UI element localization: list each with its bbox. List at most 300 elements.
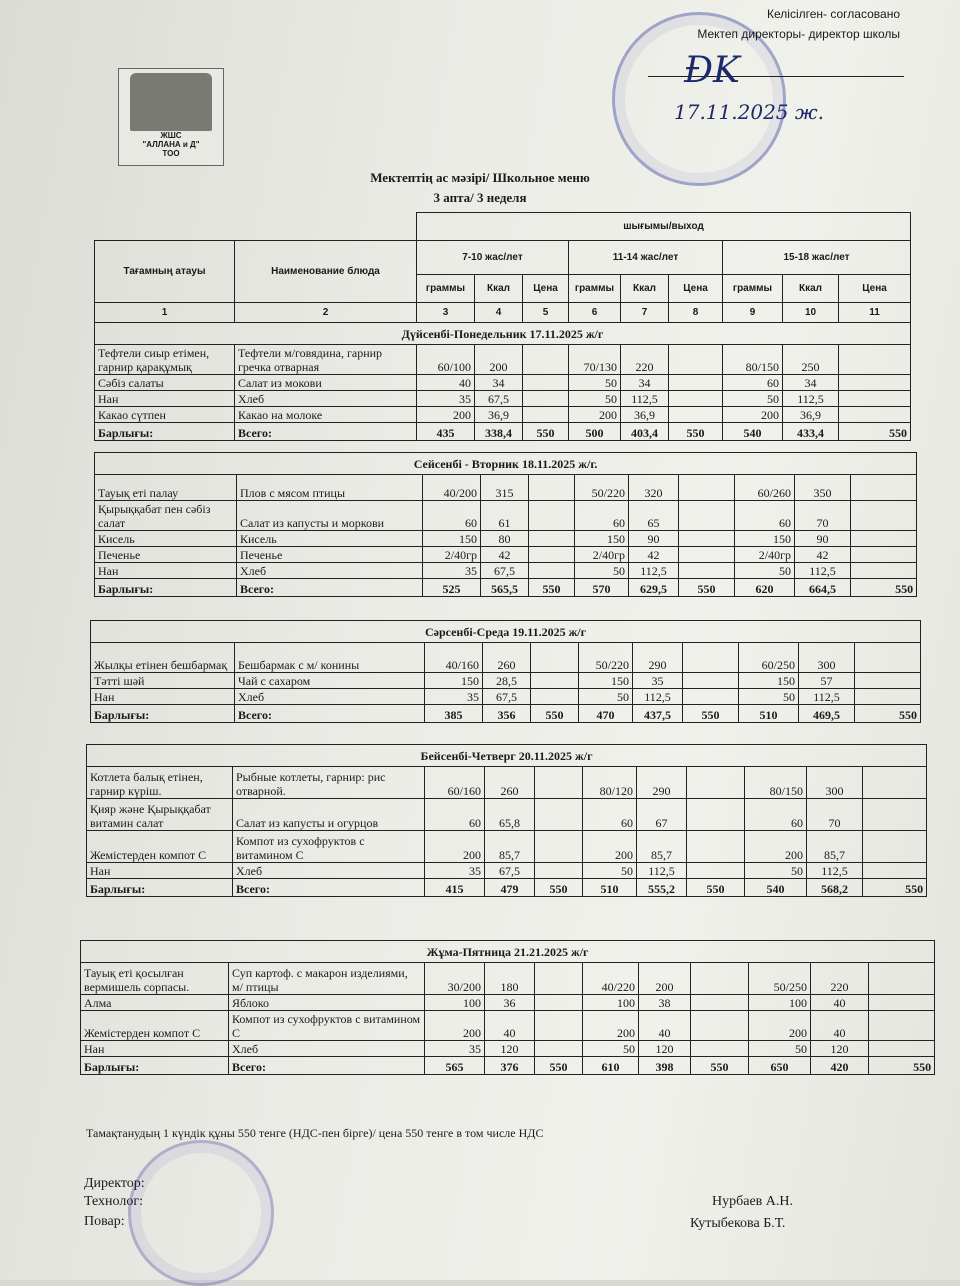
dish-name-kz: Тефтели сиыр етімен, гарнир қарақұмық [95, 345, 235, 375]
total-value: 570 [575, 579, 629, 597]
dish-name-ru: Какао на молоке [235, 407, 417, 423]
dish-row [91, 673, 921, 689]
dish-value: 50/220 [575, 475, 629, 501]
output-header: шығымы/выход [417, 213, 911, 241]
total-value: 525 [423, 579, 481, 597]
dish-value: 200 [639, 963, 691, 995]
dish-value: 60/100 [417, 345, 475, 375]
dish-value: 50 [735, 563, 795, 579]
col-number: 5 [523, 303, 569, 323]
dish-name-kz: Нан [81, 1041, 229, 1057]
dish-value: 40/160 [425, 643, 483, 673]
total-value: 550 [529, 579, 575, 597]
day-title: Жұма-Пятница 21.21.2025 ж/г [81, 941, 935, 963]
dish-value: 112,5 [629, 563, 679, 579]
dish-name-kz: Нан [87, 863, 233, 879]
dish-value: 112,5 [799, 689, 855, 705]
total-label: Барлығы: [87, 879, 233, 897]
dish-value: 40 [811, 1011, 869, 1041]
dish-value: 60 [583, 799, 637, 831]
menu-table-wednesday [90, 620, 921, 723]
dish-value [855, 673, 921, 689]
menu-table-monday [94, 212, 911, 441]
dish-value: 50/220 [579, 643, 633, 673]
dish-value [687, 831, 745, 863]
dish-value [535, 1011, 583, 1041]
dish-row [91, 689, 921, 705]
dish-value [535, 831, 583, 863]
dish-value [529, 563, 575, 579]
dish-value: 35 [425, 1041, 485, 1057]
dish-value: 34 [621, 375, 669, 391]
dish-value: 35 [425, 689, 483, 705]
total-row [87, 879, 927, 897]
dish-name-kz: Нан [91, 689, 235, 705]
dish-value [851, 563, 917, 579]
dish-name-kz: Котлета балық етінен, гарнир күріш. [87, 767, 233, 799]
total-value: 470 [579, 705, 633, 723]
menu-table-friday [80, 940, 935, 1075]
total-value: 565,5 [481, 579, 529, 597]
total-value: 338,4 [475, 423, 523, 441]
dish-name-ru: Хлеб [237, 563, 423, 579]
total-row [95, 423, 911, 441]
total-label: Барлығы: [91, 705, 235, 723]
total-value: 550 [839, 423, 911, 441]
dish-value [851, 501, 917, 531]
dish-value [535, 799, 583, 831]
col-header-ru: Наименование блюда [235, 241, 417, 303]
dish-row [95, 345, 911, 375]
total-value: 550 [679, 579, 735, 597]
dish-row [81, 963, 935, 995]
dish-value: 200 [583, 831, 637, 863]
dish-value: 30/200 [425, 963, 485, 995]
dish-value: 85,7 [637, 831, 687, 863]
dish-value: 50 [749, 1041, 811, 1057]
kcal-header: Ккал [621, 275, 669, 303]
dish-row [87, 767, 927, 799]
dish-name-kz: Нан [95, 563, 237, 579]
total-value: 433,4 [783, 423, 839, 441]
dish-name-ru: Хлеб [229, 1041, 425, 1057]
dish-value: 67,5 [475, 391, 523, 407]
dish-value: 60 [575, 501, 629, 531]
approval-director: Мектеп директоры- директор школы [697, 27, 900, 41]
dish-value: 150 [423, 531, 481, 547]
dish-row [95, 475, 917, 501]
dish-value: 70 [807, 799, 863, 831]
grams-header: граммы [569, 275, 621, 303]
total-label: Всего: [229, 1057, 425, 1075]
total-value: 550 [535, 1057, 583, 1075]
total-row [91, 705, 921, 723]
dish-value: 57 [799, 673, 855, 689]
company-stamp [128, 1140, 274, 1286]
dish-name-ru: Чай с сахаром [235, 673, 425, 689]
col-number: 7 [621, 303, 669, 323]
dish-row [95, 407, 911, 423]
dish-value [669, 375, 723, 391]
grams-header: граммы [417, 275, 475, 303]
total-value: 550 [535, 879, 583, 897]
dish-value: 35 [417, 391, 475, 407]
dish-value [531, 689, 579, 705]
dish-value [535, 995, 583, 1011]
logo-line-2: "АЛЛАНА и Д" [142, 140, 200, 149]
age-group-11-14: 11-14 жас/лет [569, 241, 723, 275]
col-header-kz: Тағамның атауы [95, 241, 235, 303]
dish-row [81, 995, 935, 1011]
total-value: 550 [531, 705, 579, 723]
dish-value: 100 [749, 995, 811, 1011]
dish-name-kz: Тауық еті палау [95, 475, 237, 501]
dish-row [81, 1041, 935, 1057]
dish-name-ru: Хлеб [235, 391, 417, 407]
total-value: 550 [691, 1057, 749, 1075]
dish-value: 38 [639, 995, 691, 1011]
col-number: 8 [669, 303, 723, 323]
director-signature: ƉK [684, 50, 740, 91]
col-number: 9 [723, 303, 783, 323]
dish-value: 60/160 [425, 767, 485, 799]
dish-value: 112,5 [795, 563, 851, 579]
total-label: Всего: [237, 579, 423, 597]
dish-value: 112,5 [783, 391, 839, 407]
dish-name-kz: Жылқы етінен бешбармақ [91, 643, 235, 673]
dish-name-ru: Кисель [237, 531, 423, 547]
dish-value [839, 375, 911, 391]
dish-value: 220 [811, 963, 869, 995]
company-logo [118, 68, 224, 166]
kcal-header: Ккал [783, 275, 839, 303]
price-header: Цена [669, 275, 723, 303]
dish-value [529, 547, 575, 563]
dish-name-kz: Қияр және Қырыққабат витамин салат [87, 799, 233, 831]
dish-name-ru: Хлеб [235, 689, 425, 705]
dish-value: 200 [425, 831, 485, 863]
dish-value [839, 345, 911, 375]
grams-header: граммы [723, 275, 783, 303]
dish-value: 150 [735, 531, 795, 547]
dish-value: 90 [629, 531, 679, 547]
dish-value: 350 [795, 475, 851, 501]
dish-row [95, 375, 911, 391]
total-value: 565 [425, 1057, 485, 1075]
dish-value [839, 407, 911, 423]
dish-value: 70/130 [569, 345, 621, 375]
dish-value [535, 863, 583, 879]
dish-value [535, 767, 583, 799]
total-value: 664,5 [795, 579, 851, 597]
total-row [95, 579, 917, 597]
dish-name-ru: Плов с мясом птицы [237, 475, 423, 501]
total-value: 500 [569, 423, 621, 441]
dish-value: 112,5 [807, 863, 863, 879]
menu-subtitle: 3 апта/ 3 неделя [433, 190, 527, 205]
dish-value [529, 475, 575, 501]
day-title: Дүйсенбі-Понедельник 17.11.2025 ж/г [95, 323, 911, 345]
dish-value [691, 995, 749, 1011]
dish-value: 315 [481, 475, 529, 501]
dish-value [669, 407, 723, 423]
total-value: 629,5 [629, 579, 679, 597]
total-value: 540 [745, 879, 807, 897]
total-value: 435 [417, 423, 475, 441]
dish-value: 112,5 [621, 391, 669, 407]
dish-row [91, 643, 921, 673]
dish-value: 28,5 [483, 673, 531, 689]
dish-name-ru: Компот из сухофруктов с витамином С [229, 1011, 425, 1041]
dish-value [855, 689, 921, 705]
total-value: 550 [687, 879, 745, 897]
total-value: 420 [811, 1057, 869, 1075]
logo-image [130, 73, 212, 131]
total-value: 479 [485, 879, 535, 897]
dish-value [523, 345, 569, 375]
dish-value: 80/150 [745, 767, 807, 799]
dish-row [95, 531, 917, 547]
dish-value: 180 [485, 963, 535, 995]
dish-value: 60/250 [739, 643, 799, 673]
dish-name-ru: Тефтели м/говядина, гарнир гречка отварная [235, 345, 417, 375]
dish-value: 50 [583, 1041, 639, 1057]
dish-value: 50 [569, 375, 621, 391]
kcal-header: Ккал [475, 275, 523, 303]
total-value: 437,5 [633, 705, 683, 723]
dish-value [523, 407, 569, 423]
dish-value [863, 863, 927, 879]
dish-value: 260 [485, 767, 535, 799]
dish-name-ru: Бешбармак с м/ конины [235, 643, 425, 673]
dish-value [679, 547, 735, 563]
dish-value: 260 [483, 643, 531, 673]
dish-value: 36 [485, 995, 535, 1011]
dish-value: 150 [579, 673, 633, 689]
dish-value: 250 [783, 345, 839, 375]
dish-value [855, 643, 921, 673]
total-value: 403,4 [621, 423, 669, 441]
dish-value: 34 [475, 375, 523, 391]
dish-value [529, 531, 575, 547]
dish-value [687, 799, 745, 831]
price-header: Цена [523, 275, 569, 303]
dish-value [679, 531, 735, 547]
dish-value [863, 767, 927, 799]
dish-row [87, 831, 927, 863]
dish-value: 60 [723, 375, 783, 391]
day-title: Сейсенбі - Вторник 18.11.2025 ж/г. [95, 453, 917, 475]
dish-value: 60 [425, 799, 485, 831]
dish-name-ru: Хлеб [233, 863, 425, 879]
dish-value: 42 [795, 547, 851, 563]
dish-value: 320 [629, 475, 679, 501]
dish-value: 42 [629, 547, 679, 563]
dish-name-kz: Кисель [95, 531, 237, 547]
dish-value: 2/40гр [735, 547, 795, 563]
dish-value: 120 [639, 1041, 691, 1057]
dish-value: 200 [475, 345, 523, 375]
dish-value: 290 [637, 767, 687, 799]
total-label: Барлығы: [95, 579, 237, 597]
total-value: 540 [723, 423, 783, 441]
age-group-7-10: 7-10 жас/лет [417, 241, 569, 275]
dish-value: 200 [425, 1011, 485, 1041]
approval-date: 17.11.2025 ж. [674, 100, 824, 124]
dish-value: 40 [417, 375, 475, 391]
dish-value [683, 643, 739, 673]
dish-value: 50 [575, 563, 629, 579]
dish-value: 120 [485, 1041, 535, 1057]
dish-value: 42 [481, 547, 529, 563]
dish-value: 67 [637, 799, 687, 831]
total-row [81, 1057, 935, 1075]
dish-value [683, 689, 739, 705]
dish-value: 150 [575, 531, 629, 547]
dish-value: 100 [583, 995, 639, 1011]
dish-value: 70 [795, 501, 851, 531]
dish-value: 300 [799, 643, 855, 673]
dish-name-ru: Рыбные котлеты, гарнир: рис отварной. [233, 767, 425, 799]
dish-name-kz: Сәбіз салаты [95, 375, 235, 391]
total-value: 550 [683, 705, 739, 723]
col-number: 2 [235, 303, 417, 323]
total-value: 550 [851, 579, 917, 597]
dish-value: 200 [745, 831, 807, 863]
dish-value [851, 475, 917, 501]
dish-value: 35 [633, 673, 683, 689]
dish-name-kz: Какао сүтпен [95, 407, 235, 423]
dish-value: 100 [425, 995, 485, 1011]
cook-label: Повар: [84, 1214, 125, 1229]
dish-value: 60 [745, 799, 807, 831]
dish-value: 112,5 [633, 689, 683, 705]
dish-value: 80 [481, 531, 529, 547]
day-title: Сәрсенбі-Среда 19.11.2025 ж/г [91, 621, 921, 643]
col-number: 6 [569, 303, 621, 323]
dish-value [869, 995, 935, 1011]
menu-title: Мектептің ас мәзірі/ Школьное меню [370, 170, 590, 185]
dish-value: 34 [783, 375, 839, 391]
dish-value: 290 [633, 643, 683, 673]
dish-row [87, 863, 927, 879]
dish-value [691, 963, 749, 995]
dish-value [869, 1041, 935, 1057]
dish-value [869, 1011, 935, 1041]
dish-name-kz: Нан [95, 391, 235, 407]
total-value: 568,2 [807, 879, 863, 897]
dish-value: 2/40гр [423, 547, 481, 563]
dish-name-kz: Алма [81, 995, 229, 1011]
dish-value: 112,5 [637, 863, 687, 879]
dish-value [535, 963, 583, 995]
dish-value: 67,5 [485, 863, 535, 879]
dish-value [531, 673, 579, 689]
col-number: 1 [95, 303, 235, 323]
logo-line-3: ТОО [162, 149, 180, 158]
dish-value: 40 [485, 1011, 535, 1041]
director-label: Директор: [84, 1176, 145, 1191]
total-value: 469,5 [799, 705, 855, 723]
dish-row [95, 501, 917, 531]
total-value: 385 [425, 705, 483, 723]
dish-value [691, 1041, 749, 1057]
dish-value [863, 799, 927, 831]
dish-value: 40 [639, 1011, 691, 1041]
dish-value: 200 [583, 1011, 639, 1041]
dish-value [863, 831, 927, 863]
dish-value [687, 767, 745, 799]
total-label: Всего: [233, 879, 425, 897]
dish-name-kz: Печенье [95, 547, 237, 563]
dish-value: 65 [629, 501, 679, 531]
dish-value [679, 475, 735, 501]
dish-value: 200 [417, 407, 475, 423]
col-number: 10 [783, 303, 839, 323]
approval-block [697, 4, 900, 44]
dish-value: 2/40гр [575, 547, 629, 563]
dish-value [683, 673, 739, 689]
total-label: Всего: [235, 705, 425, 723]
total-label: Всего: [235, 423, 417, 441]
dish-value: 50 [723, 391, 783, 407]
total-value: 620 [735, 579, 795, 597]
dish-value: 36,9 [621, 407, 669, 423]
col-number: 11 [839, 303, 911, 323]
total-value: 510 [583, 879, 637, 897]
dish-value: 35 [423, 563, 481, 579]
col-number: 4 [475, 303, 523, 323]
price-header: Цена [839, 275, 911, 303]
dish-value [679, 563, 735, 579]
dish-value: 80/150 [723, 345, 783, 375]
price-note: Тамақтанудың 1 күндік құны 550 тенге (НДС-пен бірге)/ цена 550 тенге в том числе НДС [86, 1126, 544, 1140]
dish-value: 40 [811, 995, 869, 1011]
dish-row [95, 547, 917, 563]
dish-name-kz: Тәтті шәй [91, 673, 235, 689]
total-value: 376 [485, 1057, 535, 1075]
total-value: 550 [669, 423, 723, 441]
total-value: 356 [483, 705, 531, 723]
dish-value [531, 643, 579, 673]
dish-value [851, 547, 917, 563]
dish-value: 50 [583, 863, 637, 879]
col-number: 3 [417, 303, 475, 323]
total-value: 550 [863, 879, 927, 897]
dish-value: 50/250 [749, 963, 811, 995]
dish-row [81, 1011, 935, 1041]
dish-value: 150 [739, 673, 799, 689]
dish-value: 65,8 [485, 799, 535, 831]
dish-value [523, 375, 569, 391]
dish-value: 36,9 [475, 407, 523, 423]
total-value: 550 [869, 1057, 935, 1075]
dish-name-ru: Салат из капусты и моркови [237, 501, 423, 531]
dish-value: 200 [569, 407, 621, 423]
total-value: 555,2 [637, 879, 687, 897]
total-value: 398 [639, 1057, 691, 1075]
menu-table-thursday [86, 744, 927, 897]
dish-value [529, 501, 575, 531]
dish-value: 60/260 [735, 475, 795, 501]
dish-value: 60 [423, 501, 481, 531]
dish-value: 50 [579, 689, 633, 705]
dish-row [87, 799, 927, 831]
dish-value: 67,5 [483, 689, 531, 705]
dish-value: 120 [811, 1041, 869, 1057]
total-value: 650 [749, 1057, 811, 1075]
dish-value [851, 531, 917, 547]
